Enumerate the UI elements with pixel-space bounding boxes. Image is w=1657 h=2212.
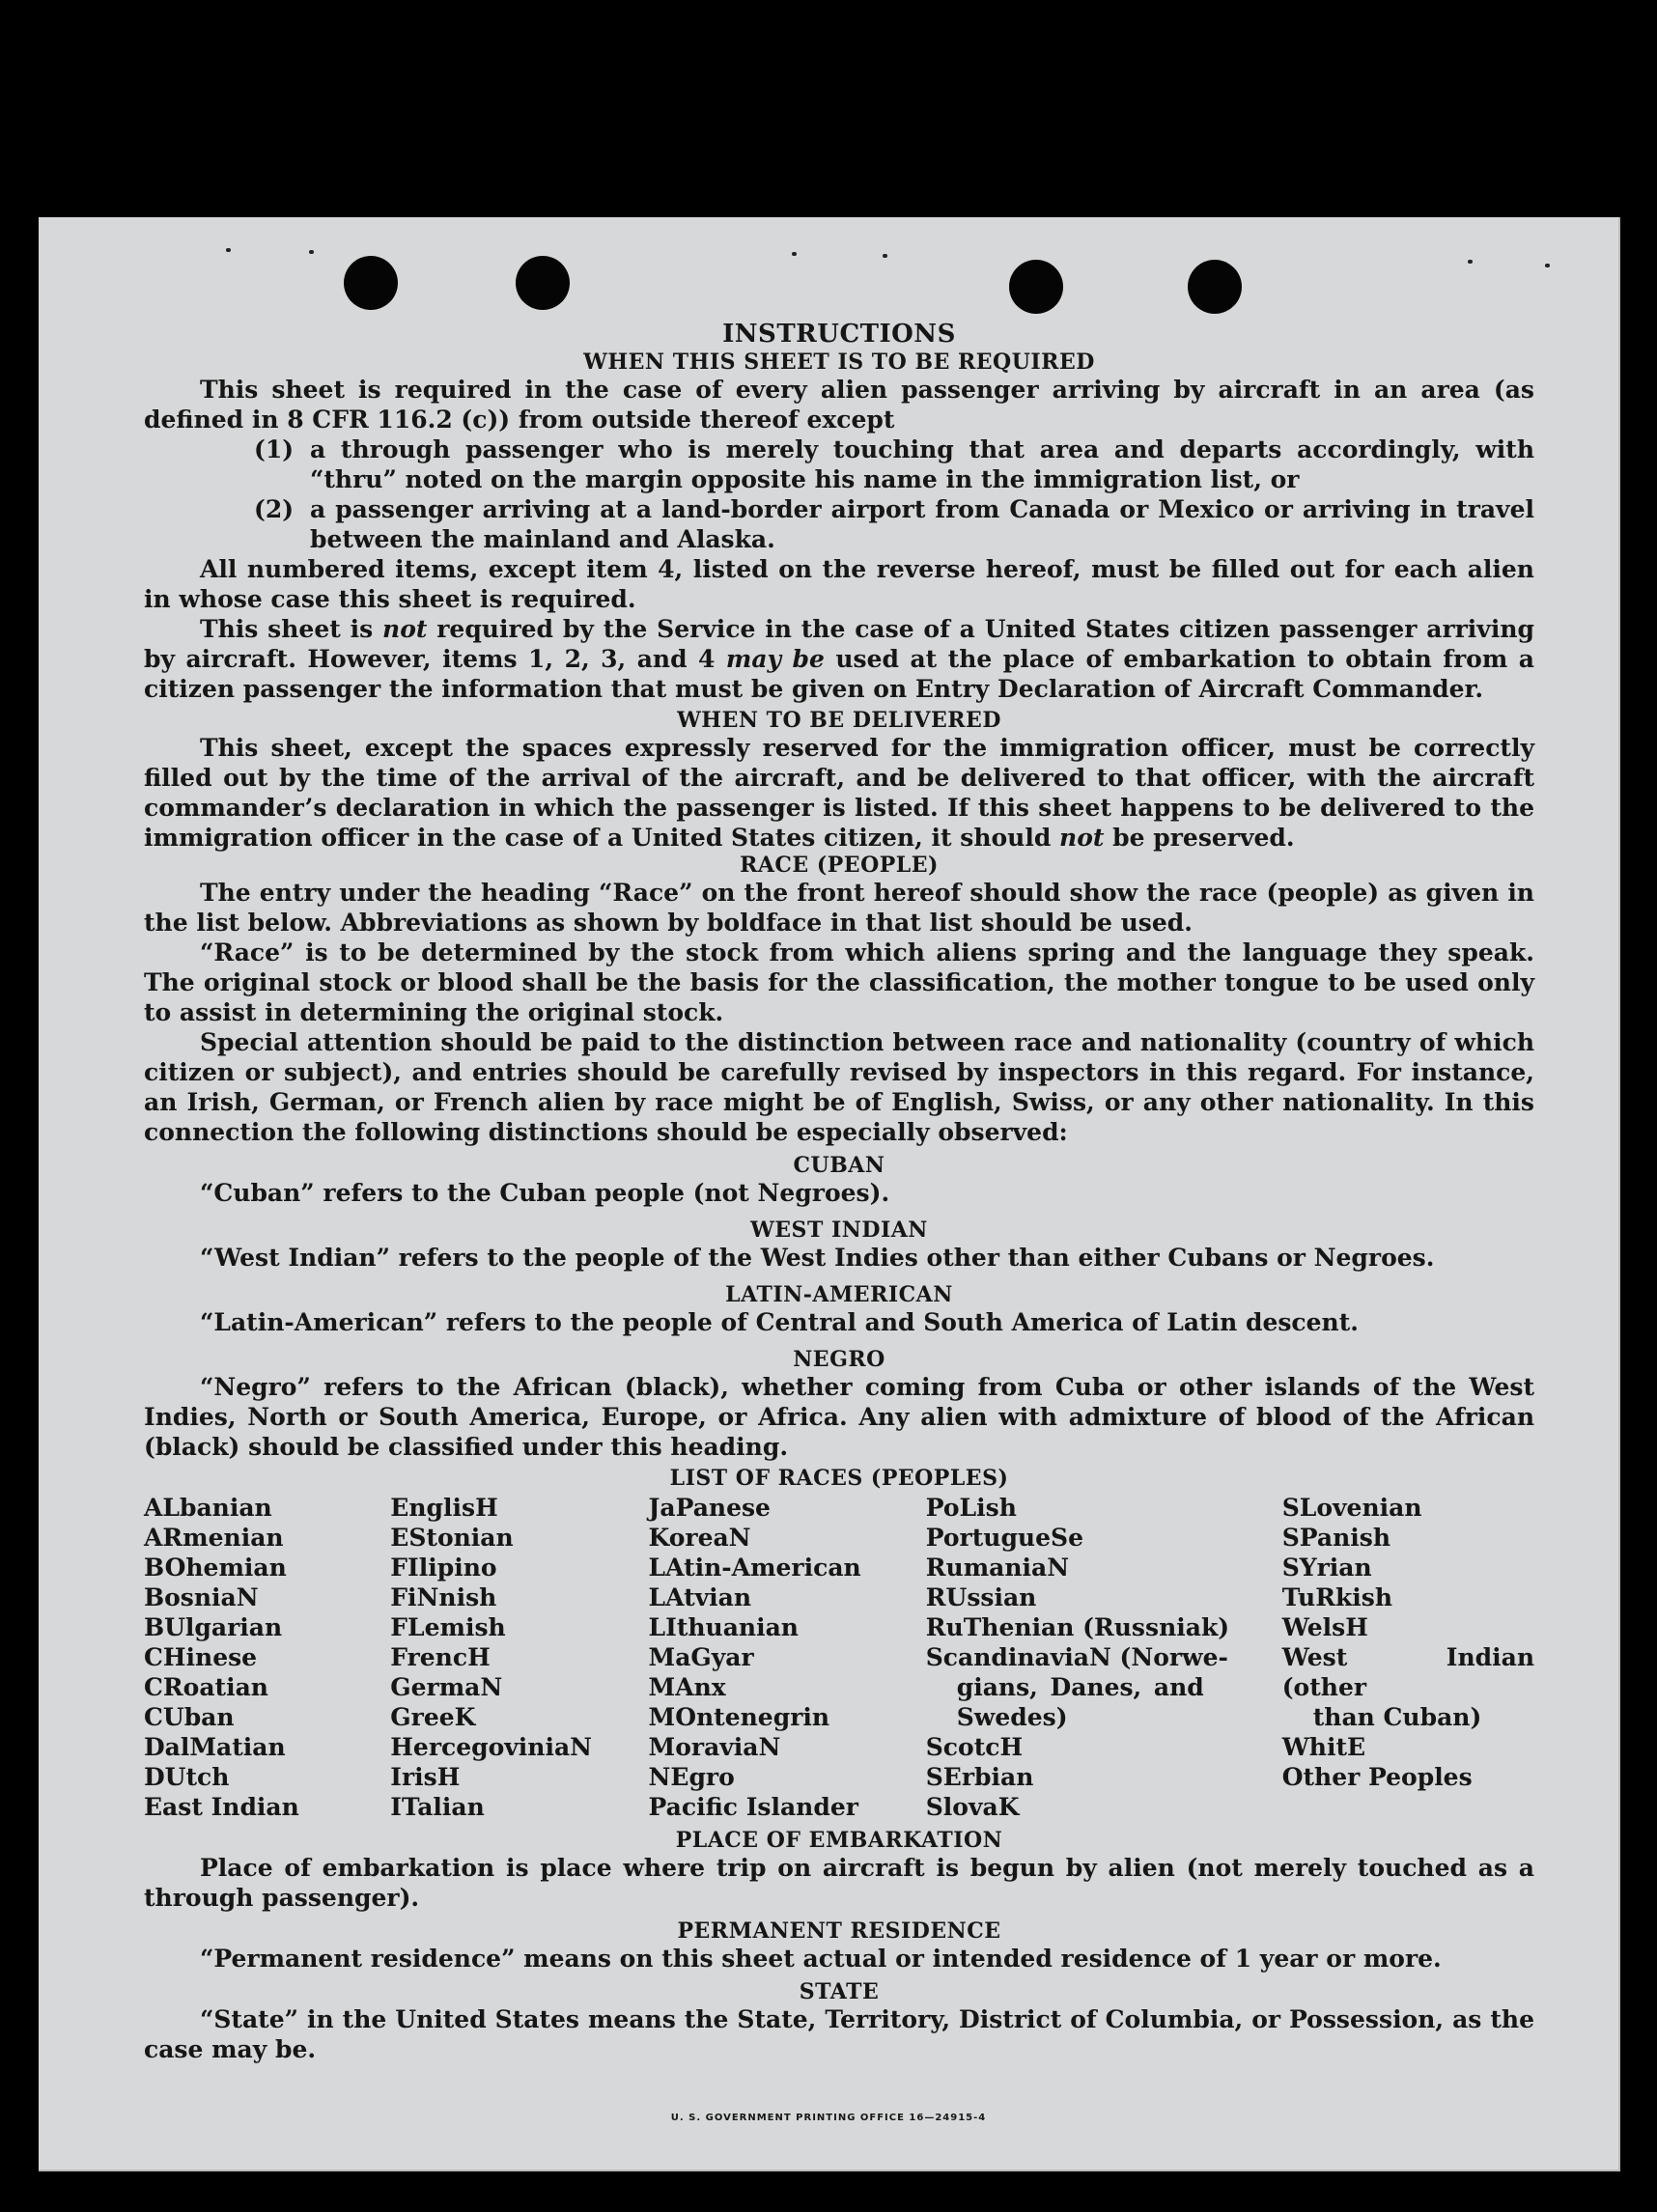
race-item: Other Peoples (1281, 1763, 1473, 1791)
section-heading: LIST OF RACES (PEOPLES) (669, 1466, 1009, 1491)
paragraph: “Cuban” refers to the Cuban people (not Negroes). (200, 1179, 890, 1207)
race-item: FIlipino (390, 1554, 497, 1582)
paragraph: All numbered items, except item 4, listed on the reverse hereof, must be filled out for each alien in whose case this sheet is required. (144, 555, 1534, 613)
race-item: EnglisH (390, 1494, 498, 1522)
race-item: MOntenegrin (648, 1703, 830, 1731)
section-heading: WHEN TO BE DELIVERED (677, 708, 1001, 733)
race-item: PortugueSe (925, 1524, 1083, 1552)
race-item: MaGyar (648, 1643, 754, 1671)
race-item: CUban (144, 1703, 235, 1731)
race-item: EStonian (390, 1524, 514, 1552)
race-item: TuRkish (1281, 1583, 1393, 1611)
race-item: KoreaN (648, 1524, 751, 1552)
race-item: FLemish (390, 1613, 506, 1641)
race-column-4 (926, 1493, 1282, 1822)
race-item: DUtch (144, 1763, 230, 1791)
item-number: (2) (254, 495, 295, 523)
race-item-continued: than Cuban) (1312, 1703, 1482, 1731)
race-item: SPanish (1281, 1524, 1391, 1552)
race-item: WelsH (1281, 1613, 1368, 1641)
section-heading: WHEN THIS SHEET IS TO BE REQUIRED (583, 350, 1095, 375)
paragraph: This sheet is not required by the Service in the case of a United States citizen passenger arriving by aircraft. However, items 1, 2, 3, and 4 may be used at the place of embarkation to obtain from a citizen passenger the information that must be given on Entry Declaration of Aircraft Commander. (144, 615, 1534, 703)
printing-office-footer: U. S. GOVERNMENT PRINTING OFFICE 16—24915-4 (670, 2113, 987, 2123)
speck (226, 248, 231, 252)
paragraph: “Permanent residence” means on this sheet actual or intended residence of 1 year or more. (200, 1945, 1442, 1973)
race-column-1 (144, 1493, 390, 1822)
page-title: INSTRUCTIONS (722, 320, 956, 349)
race-item: FiNnish (390, 1583, 497, 1611)
race-item: GermaN (390, 1673, 503, 1701)
section-heading: CUBAN (793, 1153, 885, 1178)
race-item: East Indian (144, 1793, 299, 1821)
punch-hole-4 (1188, 260, 1242, 314)
speck (309, 250, 314, 254)
race-item: FrencH (390, 1643, 491, 1671)
race-item: ALbanian (144, 1494, 272, 1522)
race-item: West Indian (other (1281, 1643, 1534, 1701)
punch-hole-1 (344, 256, 398, 310)
race-item: IrisH (390, 1763, 461, 1791)
speck (1468, 260, 1473, 264)
document-sheet (39, 217, 1620, 2171)
section-heading: WEST INDIAN (750, 1218, 928, 1243)
paragraph: “Latin-American” refers to the people of Central and South America of Latin descent. (200, 1308, 1359, 1336)
paragraph: “State” in the United States means the State, Territory, District of Columbia, or Possession, as the case may be. (144, 2005, 1534, 2063)
race-item: SErbian (925, 1763, 1034, 1791)
race-item: BOhemian (144, 1554, 287, 1582)
race-column-2 (390, 1493, 648, 1822)
speck (883, 254, 887, 258)
paragraph: “Negro” refers to the African (black), whether coming from Cuba or other islands of the West Indies, North or South America, Europe, or Africa. Any alien with admixture of blood of the African (black) should be classified under this heading. (144, 1373, 1534, 1461)
paragraph: This sheet, except the spaces expressly reserved for the immigration officer, must be correctly filled out by the time of the arrival of the aircraft, and be delivered to that officer, with the aircraft commander’s declaration in which the passenger is listed. If this sheet happens to be delivered to the immigration officer in the case of a United States citizen, it should not be preserved. (144, 734, 1534, 852)
race-item: NEgro (648, 1763, 735, 1791)
race-item: RumaniaN (925, 1554, 1070, 1582)
race-item: PoLish (925, 1494, 1017, 1522)
race-item: ScotcH (925, 1733, 1024, 1761)
race-item: HercegoviniaN (390, 1733, 593, 1761)
race-item: CRoatian (144, 1673, 268, 1701)
race-item: CHinese (144, 1643, 258, 1671)
punch-hole-2 (516, 256, 570, 310)
instructions-content (144, 319, 1534, 2064)
section-heading: PLACE OF EMBARKATION (675, 1828, 1003, 1853)
race-item: RuThenian (Russniak) (925, 1613, 1230, 1641)
race-column-3 (649, 1493, 926, 1822)
paragraph: The entry under the heading “Race” on the front hereof should show the race (people) as given in the list below. Abbreviations as shown by boldface in that list should be used. (144, 879, 1534, 937)
section-heading: RACE (PEOPLE) (740, 853, 939, 878)
race-item: ScandinaviaN (Norwe- (925, 1643, 1228, 1671)
item-text: a passenger arriving at a land-border airport from Canada or Mexico or arriving in travel between the mainland and Alaska. (310, 495, 1534, 553)
exception-item (254, 434, 1534, 494)
exception-item (254, 494, 1534, 554)
paragraph: This sheet is required in the case of every alien passenger arriving by aircraft in an area (as defined in 8 CFR 116.2 (c)) from outside thereof except (144, 376, 1534, 434)
paragraph: Special attention should be paid to the distinction between race and nationality (country of which citizen or subject), and entries should be carefully revised by inspectors in this regard. For instance, an Irish, German, or French alien by race might be of English, Swiss, or any other nationality. In this connection the following distinctions should be especially observed: (144, 1028, 1534, 1146)
section-heading: STATE (799, 1979, 880, 2004)
race-item: Pacific Islander (648, 1793, 858, 1821)
race-item-continued: gians, Danes, and (956, 1673, 1204, 1701)
race-item-continued: Swedes) (956, 1703, 1068, 1731)
race-item: SlovaK (925, 1793, 1020, 1821)
race-column-5 (1282, 1493, 1534, 1822)
section-heading: LATIN-AMERICAN (725, 1282, 953, 1307)
speck (1545, 264, 1550, 267)
race-item: BUlgarian (144, 1613, 283, 1641)
race-item: JaPanese (648, 1494, 771, 1522)
race-item: MAnx (648, 1673, 726, 1701)
section-heading: NEGRO (793, 1347, 885, 1372)
punch-hole-3 (1009, 260, 1063, 314)
race-item: SYrian (1281, 1554, 1372, 1582)
item-number: (1) (254, 435, 295, 463)
race-item: LAtvian (648, 1583, 752, 1611)
item-text: a through passenger who is merely touching that area and departs accordingly, with “thru” noted on the margin opposite his name in the immigration list, or (310, 435, 1534, 493)
race-list (144, 1493, 1534, 1822)
race-item: BosniaN (144, 1583, 259, 1611)
race-item: WhitE (1281, 1733, 1366, 1761)
race-item: ARmenian (144, 1524, 284, 1552)
race-item: RUssian (925, 1583, 1037, 1611)
speck (792, 252, 797, 256)
race-item: MoraviaN (648, 1733, 781, 1761)
race-item: ITalian (390, 1793, 485, 1821)
race-item: GreeK (390, 1703, 476, 1731)
paragraph: “Race” is to be determined by the stock from which aliens spring and the language they speak. The original stock or blood shall be the basis for the classification, the mother tongue to be used only to assist in determining the original stock. (144, 938, 1534, 1026)
race-item: DalMatian (144, 1733, 286, 1761)
race-item: LIthuanian (648, 1613, 799, 1641)
race-item: SLovenian (1281, 1494, 1422, 1522)
paragraph: Place of embarkation is place where trip on aircraft is begun by alien (not merely touched as a through passenger). (144, 1854, 1534, 1912)
race-item: LAtin-American (648, 1554, 861, 1582)
section-heading: PERMANENT RESIDENCE (677, 1918, 1001, 1944)
paragraph: “West Indian” refers to the people of the West Indies other than either Cubans or Negroes. (200, 1244, 1435, 1272)
